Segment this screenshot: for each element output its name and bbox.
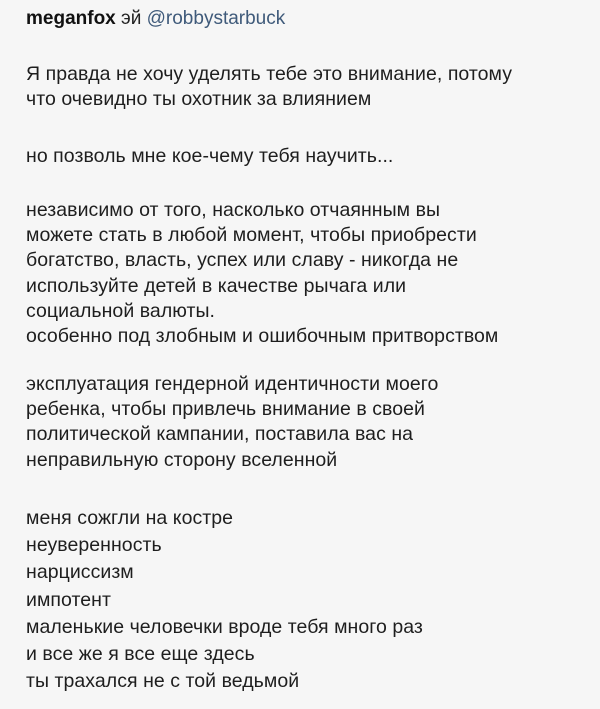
caption-paragraph-5	[26, 505, 423, 695]
caption-line: что очевидно ты охотник за влиянием	[26, 88, 372, 111]
username-link[interactable]: meganfox	[26, 8, 116, 29]
mention-link[interactable]: @robbystarbuck	[146, 8, 286, 29]
greeting-text: эй	[121, 8, 142, 29]
truncated-next-line	[26, 700, 386, 709]
caption-line: импотент	[26, 588, 111, 611]
caption-line: можете стать в любой момент, чтобы приобрести	[26, 224, 477, 247]
caption-line: маленькие человечки вроде тебя много раз	[26, 615, 423, 638]
caption-line: неуверенность	[26, 534, 162, 557]
caption-line: меня сожгли на костре	[26, 507, 234, 529]
caption-line: богатство, власть, успех или славу - никогда не	[26, 249, 459, 272]
caption-line: политической кампании, поставила вас на	[26, 423, 414, 446]
caption-line: ты трахался не с той ведьмой	[26, 670, 300, 693]
caption-line: используйте детей в качестве рычага или	[26, 274, 407, 297]
caption-line: социальной валюты.	[26, 299, 216, 322]
caption-paragraph-4	[26, 372, 438, 473]
caption-line: эксплуатация гендерной идентичности моего	[26, 373, 439, 395]
caption-paragraph-1	[26, 62, 512, 112]
caption-line: неправильную сторону вселенной	[26, 448, 338, 471]
caption-line: и все же я все еще здесь	[26, 643, 255, 666]
caption-paragraph-2	[26, 144, 393, 169]
caption-header	[26, 7, 285, 31]
caption-line: Я правда не хочу уделять тебе это внимание, потому	[26, 63, 513, 85]
caption-line: нарциссизм	[26, 561, 134, 584]
caption-line: особенно под злобным и ошибочным притворством	[26, 325, 499, 348]
caption-line: ребенка, чтобы привлечь внимание в своей	[26, 398, 425, 421]
caption-line: но позволь мне кое-чему тебя научить...	[26, 145, 394, 167]
caption-paragraph-3	[26, 198, 498, 349]
caption-line: независимо от того, насколько отчаянным вы	[26, 199, 441, 221]
